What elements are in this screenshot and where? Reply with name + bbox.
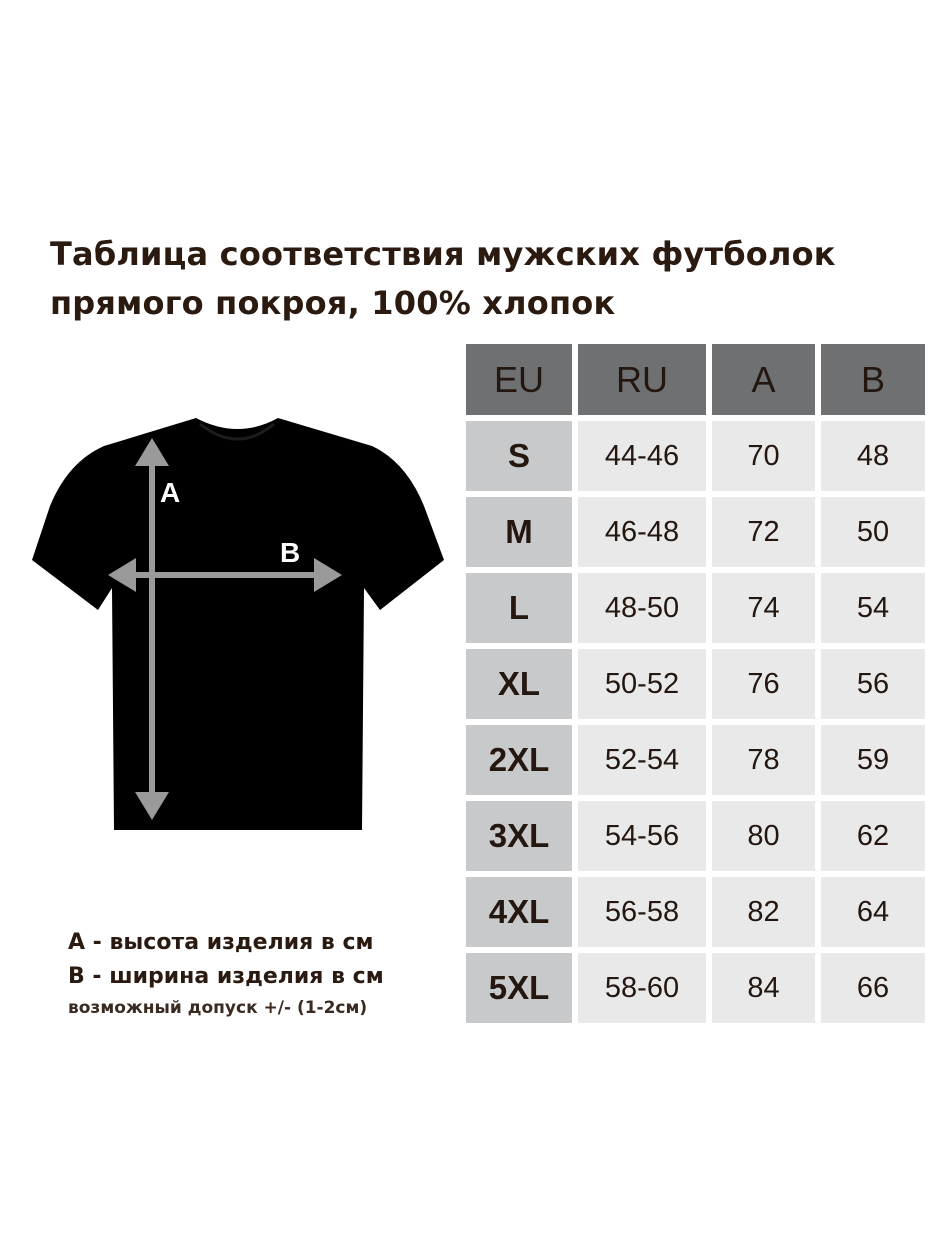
cell-eu: 4XL — [466, 877, 572, 947]
cell-eu: L — [466, 573, 572, 643]
cell-b: 64 — [821, 877, 925, 947]
cell-b: 59 — [821, 725, 925, 795]
table-row — [466, 953, 925, 1023]
cell-a: 78 — [712, 725, 815, 795]
tshirt-diagram — [28, 410, 448, 840]
legend-width: В - ширина изделия в см — [68, 964, 384, 989]
cell-a: 84 — [712, 953, 815, 1023]
header-a: A — [712, 344, 815, 415]
cell-eu: 2XL — [466, 725, 572, 795]
header-eu: EU — [466, 344, 572, 415]
cell-ru: 58-60 — [578, 953, 706, 1023]
size-table — [460, 338, 931, 1029]
cell-b: 48 — [821, 421, 925, 491]
table-row — [466, 725, 925, 795]
cell-b: 50 — [821, 497, 925, 567]
cell-ru: 52-54 — [578, 725, 706, 795]
table-row — [466, 877, 925, 947]
table-row — [466, 801, 925, 871]
measurement-legend — [68, 926, 384, 1022]
cell-ru: 46-48 — [578, 497, 706, 567]
table-row — [466, 421, 925, 491]
cell-a: 80 — [712, 801, 815, 871]
cell-a: 74 — [712, 573, 815, 643]
cell-eu: XL — [466, 649, 572, 719]
label-b: B — [280, 537, 301, 568]
cell-a: 76 — [712, 649, 815, 719]
tshirt-shape — [32, 418, 444, 830]
table-row — [466, 497, 925, 567]
cell-a: 82 — [712, 877, 815, 947]
cell-ru: 56-58 — [578, 877, 706, 947]
header-b: B — [821, 344, 925, 415]
label-a: A — [160, 477, 181, 508]
cell-eu: 3XL — [466, 801, 572, 871]
cell-ru: 48-50 — [578, 573, 706, 643]
cell-eu: M — [466, 497, 572, 567]
cell-ru: 50-52 — [578, 649, 706, 719]
table-row — [466, 573, 925, 643]
legend-height: А - высота изделия в см — [68, 930, 374, 955]
tolerance-note: возможный допуск +/- (1-2см) — [68, 998, 368, 1018]
header-ru: RU — [578, 344, 706, 415]
page-title — [50, 230, 920, 328]
cell-a: 70 — [712, 421, 815, 491]
title-line-2: прямого покроя, 100% хлопок — [50, 284, 616, 322]
table-row — [466, 649, 925, 719]
cell-b: 54 — [821, 573, 925, 643]
cell-b: 56 — [821, 649, 925, 719]
cell-b: 62 — [821, 801, 925, 871]
cell-a: 72 — [712, 497, 815, 567]
cell-eu: 5XL — [466, 953, 572, 1023]
title-line-1: Таблица соответствия мужских футболок — [50, 235, 836, 273]
cell-b: 66 — [821, 953, 925, 1023]
table-header-row — [466, 344, 925, 415]
cell-ru: 44-46 — [578, 421, 706, 491]
cell-eu: S — [466, 421, 572, 491]
cell-ru: 54-56 — [578, 801, 706, 871]
